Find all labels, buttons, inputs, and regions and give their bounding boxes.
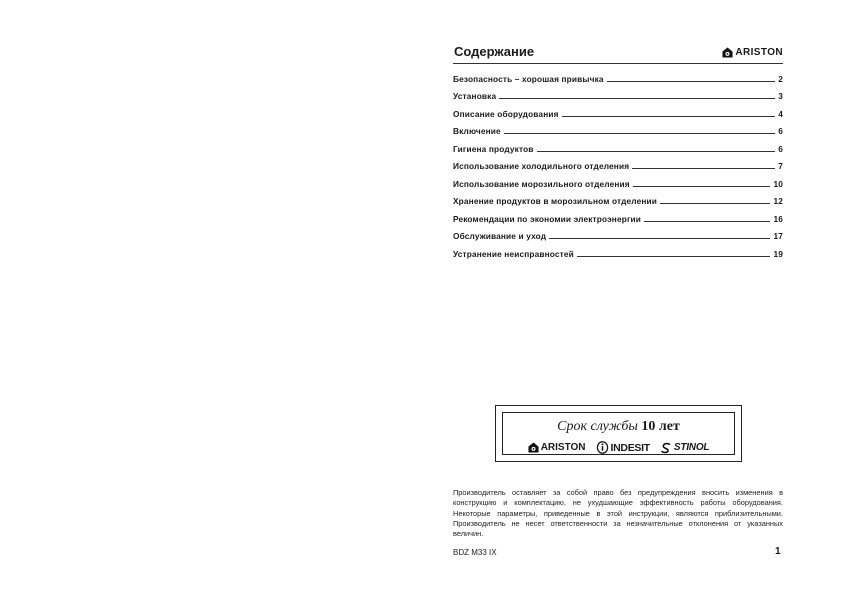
toc-page: 10 bbox=[773, 178, 783, 189]
toc-row bbox=[453, 101, 783, 119]
brand-stinol: STINOL bbox=[673, 442, 710, 453]
disclaimer-text: Производитель оставляет за собой право без предупреждения вносить изменения в конструкцию и комплектацию, не ухудшающие эффективность работы оборудования. Некоторые параметры, приведенные в этой инструкции, являются приблизительными. Производитель не несет ответственности за незначительные отклонения от указанных величин. bbox=[453, 488, 783, 539]
toc-row bbox=[453, 206, 783, 224]
toc-row bbox=[453, 66, 783, 84]
brand-name: ARISTON bbox=[735, 47, 783, 58]
table-of-contents bbox=[453, 66, 783, 259]
toc-row bbox=[453, 154, 783, 172]
toc-leader bbox=[504, 133, 775, 134]
toc-page: 6 bbox=[778, 126, 783, 136]
toc-row bbox=[453, 241, 783, 259]
toc-leader bbox=[607, 81, 776, 82]
toc-page: 6 bbox=[778, 143, 783, 154]
toc-row bbox=[453, 224, 783, 242]
page-title: Содержание bbox=[454, 44, 535, 59]
toc-leader bbox=[549, 238, 770, 239]
toc-label: Включение bbox=[453, 126, 501, 136]
page-header bbox=[453, 44, 783, 64]
toc-label: Установка bbox=[453, 91, 497, 101]
toc-label: Рекомендации по экономии электроэнергии bbox=[453, 213, 642, 224]
toc-page: 7 bbox=[778, 161, 783, 171]
toc-row bbox=[453, 119, 783, 137]
contents-page bbox=[453, 44, 783, 64]
toc-row bbox=[453, 84, 783, 102]
brand-logos bbox=[503, 441, 734, 454]
toc-page: 19 bbox=[773, 248, 783, 259]
toc-page: 12 bbox=[773, 196, 783, 206]
toc-label: Безопасность – хорошая привычка bbox=[453, 73, 604, 84]
service-life-box bbox=[495, 405, 742, 462]
toc-page: 2 bbox=[778, 73, 783, 84]
toc-label: Устранение неисправностей bbox=[453, 248, 574, 259]
toc-row bbox=[453, 171, 783, 189]
toc-leader bbox=[537, 151, 776, 152]
toc-row bbox=[453, 136, 783, 154]
toc-page: 17 bbox=[773, 231, 783, 241]
toc-label: Обслуживание и уход bbox=[453, 231, 547, 241]
header-divider bbox=[453, 63, 783, 64]
toc-label: Использование морозильного отделения bbox=[453, 178, 630, 189]
indesit-emblem-icon bbox=[596, 441, 609, 454]
toc-label: Гигиена продуктов bbox=[453, 143, 534, 154]
ariston-brand-logo bbox=[528, 442, 586, 453]
ariston-logo bbox=[722, 47, 783, 58]
house-icon bbox=[528, 442, 539, 453]
toc-leader bbox=[499, 98, 775, 99]
toc-page: 4 bbox=[778, 108, 783, 119]
brand-ariston: ARISTON bbox=[540, 442, 586, 453]
toc-label: Хранение продуктов в морозильном отделении bbox=[453, 196, 657, 206]
toc-leader bbox=[660, 203, 770, 204]
service-life-inner bbox=[502, 412, 735, 455]
service-life-label: Срок службы bbox=[557, 419, 638, 434]
service-life-value: 10 лет bbox=[641, 419, 680, 434]
toc-row bbox=[453, 189, 783, 207]
toc-leader bbox=[633, 186, 771, 187]
toc-label: Описание оборудования bbox=[453, 108, 559, 119]
indesit-brand-logo bbox=[596, 441, 650, 454]
service-life-title bbox=[503, 419, 734, 435]
model-number: BDZ M33 IX bbox=[453, 548, 497, 557]
toc-leader bbox=[562, 116, 776, 117]
page-number: 1 bbox=[775, 546, 781, 557]
brand-indesit: INDESIT bbox=[610, 441, 650, 454]
toc-leader bbox=[577, 256, 771, 257]
toc-leader bbox=[632, 168, 775, 169]
toc-label: Использование холодильного отделения bbox=[453, 161, 630, 171]
stinol-brand-logo bbox=[660, 442, 709, 454]
stinol-emblem-icon bbox=[660, 442, 672, 454]
toc-page: 16 bbox=[773, 213, 783, 224]
house-icon bbox=[722, 47, 733, 58]
toc-leader bbox=[644, 221, 770, 222]
toc-page: 3 bbox=[778, 91, 783, 101]
